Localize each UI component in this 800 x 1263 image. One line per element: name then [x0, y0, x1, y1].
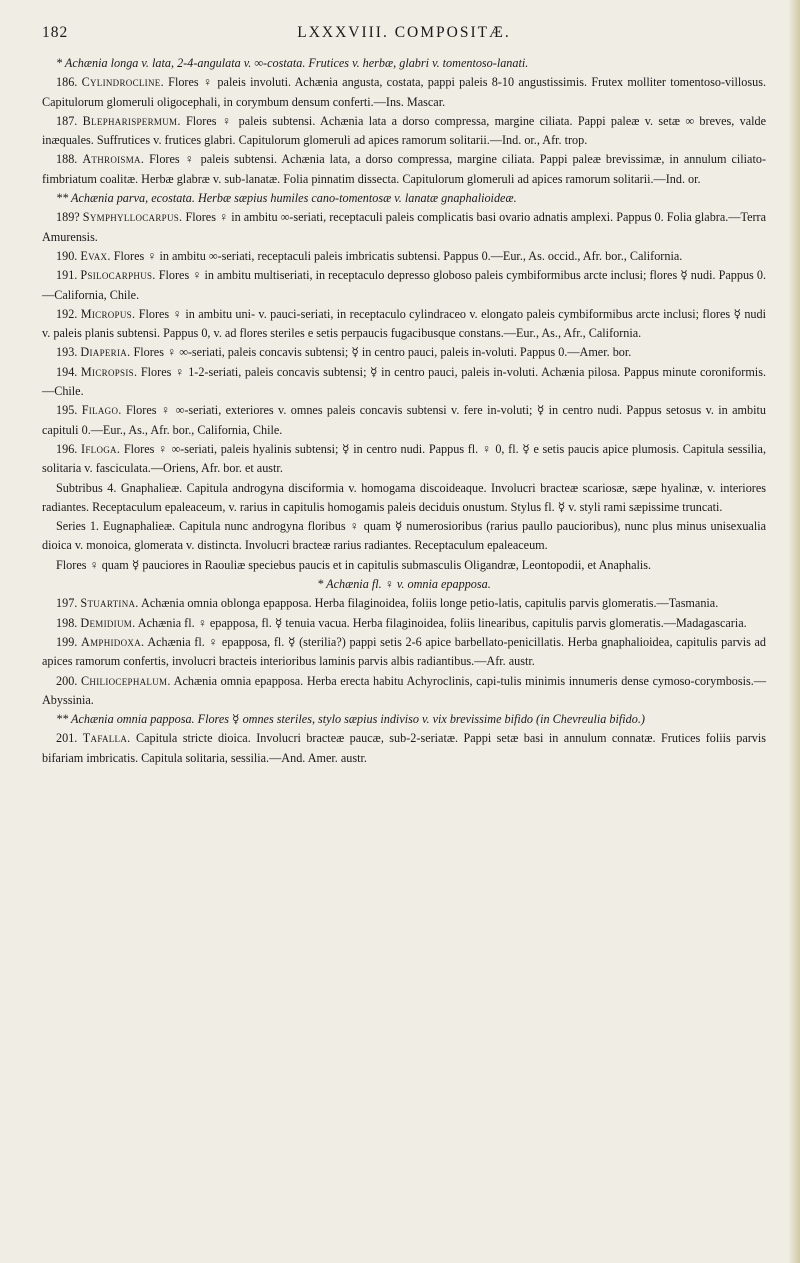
genus-entry — [42, 672, 766, 711]
genus-description: Achænia omnia epapposa. Herba erecta habitu Achyroclinis, capi-tulis minimis innumeris dense cymoso-corymbosis.—Abyssinia. — [42, 673, 767, 707]
series-paragraph — [42, 517, 766, 556]
group-heading-text: * Achænia longa v. lata, 2-4-angulata v. ∞-costata. Frutices v. herbæ, glabri v. tomentoso-lanati. — [56, 56, 529, 70]
genus-number: 198. — [56, 615, 78, 630]
paragraph-text: Flores ♀ quam ☿ pauciores in Raouliæ speciebus paucis et in capitulis submasculis Oligandræ, Leontopodii, et Anaphalis. — [56, 557, 652, 572]
genus-name: Ifloga. — [81, 441, 121, 456]
genus-entry — [42, 633, 766, 672]
genus-description: Achænia omnia oblonga epapposa. Herba filaginoidea, foliis longe petio-latis, capitulis parvis glomeratis.—Tasmania. — [141, 596, 719, 611]
genus-entry — [42, 594, 766, 613]
genus-entry — [42, 73, 766, 112]
group-heading — [42, 189, 766, 208]
genus-number: 191. — [56, 268, 78, 283]
page-body — [42, 54, 766, 768]
genus-entry — [42, 208, 766, 247]
genus-description: Flores ♀ in ambitu multiseriati, in receptaculo depresso globoso paleis cymbiformibus arcte inclusi; flores ☿ nudi. Pappus 0.—California, Chile. — [42, 268, 767, 302]
genus-number: 195. — [56, 403, 78, 418]
genus-description: Flores ♀ ∞-seriati, paleis concavis subtensi; ☿ in centro pauci, paleis in-voluti. Pappus 0.—Amer. bor. — [133, 345, 632, 360]
genus-name: Psilocarphus. — [80, 268, 156, 283]
genus-name: Chiliocephalum. — [81, 673, 171, 688]
running-head — [42, 24, 766, 42]
genus-name: Blepharispermum. — [82, 113, 181, 128]
genus-description: Achænia fl. ♀ epapposa, fl. ☿ tenuia vacua. Herba filaginoidea, foliis linearibus, capitulis parvis glomeratis.—Madagascaria. — [137, 615, 747, 630]
genus-entry — [42, 247, 766, 266]
group-heading-text: * Achænia fl. ♀ v. omnia epapposa. — [317, 577, 491, 592]
subtribus-paragraph — [42, 479, 766, 518]
genus-name: Demidium. — [80, 615, 136, 630]
genus-number: 189? — [56, 210, 80, 225]
group-heading-text: ** Achænia parva, ecostata. Herbæ sæpius humiles cano-tomentosæ v. lanatæ gnaphalioideæ. — [56, 191, 517, 206]
group-heading — [42, 710, 766, 729]
page-number: 182 — [42, 24, 69, 41]
section-title: LXXXVIII. COMPOSITÆ. — [297, 24, 511, 41]
genus-number: 193. — [56, 345, 78, 360]
genus-description: Flores ♀ paleis subtensi. Achænia lata, a dorso compressa, margine ciliata. Pappi paleæ brevissimæ, in annulum ciliato-fimbriatum coalitæ. Herbæ glabræ v. sub-lanatæ. Folia pinnatim dissecta. Capitulorum glomeruli ad apices ramorum solitarii.—Ind. or. — [42, 152, 767, 186]
genus-entry — [42, 266, 766, 305]
group-heading — [42, 54, 766, 73]
genus-name: Tafalla. — [82, 731, 131, 746]
genus-number: 188. — [56, 152, 78, 167]
genus-entry — [42, 614, 766, 633]
genus-number: 196. — [56, 441, 78, 456]
genus-entry — [42, 112, 766, 151]
genus-name: Micropsis. — [80, 364, 138, 379]
genus-number: 200. — [56, 673, 78, 688]
genus-description: Flores ♀ paleis involuti. Achænia angusta, costata, pappi paleis 8-10 angustissimis. Frutex molliter tomentoso-villosus. Capitulorum glomeruli oligocephali, in corymbum densum conferti.—Ins. Mascar. — [42, 75, 766, 109]
genus-name: Stuartina. — [80, 596, 139, 611]
genus-name: Cylindrocline. — [81, 75, 164, 90]
genus-entry — [42, 440, 766, 479]
genus-entry — [42, 150, 766, 189]
genus-entry — [42, 363, 766, 402]
genus-description: Flores ♀ ∞-seriati, exteriores v. omnes paleis concavis subtensi v. fere in-voluti; ☿ in centro nudi. Pappus setosus v. in ambitu capituli 0.—Eur., As., Afr. bor., California, Chile. — [42, 403, 766, 437]
genus-description: Flores ♀ in ambitu ∞-seriati, receptaculi paleis complicatis basi ovario adnatis amplexi. Pappus 0. Folia glabra.—Terra Amurensis. — [42, 210, 767, 244]
genus-number: 190. — [56, 248, 78, 263]
genus-name: Diaperia. — [80, 345, 131, 360]
genus-number: 201. — [56, 731, 78, 746]
genus-number: 194. — [56, 364, 78, 379]
text-paragraph — [42, 556, 766, 575]
genus-name: Amphidoxa. — [80, 634, 145, 649]
genus-description: Flores ♀ paleis subtensi. Achænia lata a dorso compressa, margine ciliata. Pappi paleæ v. setæ ∞ breves, valde inæquales. Suffrutices v. frutices glabri. Capitulorum glomeruli ad apices ramorum solitarii.—Ind. or., Afr. trop. — [42, 113, 767, 148]
genus-description: Capitula stricte dioica. Involucri bracteæ paucæ, sub-2-seriatæ. Pappi setæ basi in annulum connatæ. Frutices foliis parvis bifariam imbricatis. Capitula solitaria, sessilia.—And. Amer. austr. — [42, 731, 767, 765]
genus-name: Symphyllocarpus. — [82, 210, 183, 225]
genus-number: 192. — [56, 306, 78, 321]
genus-number: 187. — [56, 113, 78, 128]
genus-description: Flores ♀ in ambitu ∞-seriati, receptaculi paleis imbricatis subtensi. Pappus 0.—Eur., As. occid., Afr. bor., California. — [113, 248, 683, 263]
genus-entry — [42, 305, 766, 344]
genus-number: 186. — [56, 75, 78, 90]
genus-entry — [42, 343, 766, 362]
group-heading — [42, 575, 766, 594]
genus-description: Flores ♀ in ambitu uni- v. pauci-seriati, in receptaculo cylindraceo v. elongato paleis cymbiformibus arcte inclusi; flores ☿ nudi v. paleis planis subtensi. Pappus 0, v. ad flores steriles e setis perpaucis fugacibusque constans.—Eur., As., Afr., California. — [42, 306, 767, 341]
genus-name: Evax. — [80, 248, 111, 263]
genus-description: Flores ♀ 1-2-seriati, paleis concavis subtensi; ☿ in centro pauci, paleis in-voluti. Achænia pilosa. Pappus minute coroniformis.—Chile. — [42, 364, 766, 399]
genus-number: 197. — [56, 596, 78, 611]
group-heading-text: ** Achænia omnia papposa. Flores ☿ omnes steriles, stylo sæpius indiviso v. vix brevissime bifido (in Chevreulia bifido.) — [56, 712, 645, 727]
genus-entry — [42, 729, 766, 768]
genus-entry — [42, 401, 766, 440]
genus-name: Athroisma. — [82, 152, 145, 167]
genus-number: 199. — [56, 634, 78, 649]
genus-description: Achænia fl. ♀ epapposa, fl. ☿ (sterilia?) pappi setis 2-6 apice barbellato-penicillatis. Herba gnaphalioidea, capitulis parvis ad apices ramorum confertis, involucri bracteis interioribus laminis parvis albis radiantibus.—Afr. austr. — [42, 634, 767, 669]
genus-name: Micropus. — [80, 306, 136, 321]
genus-description: Flores ♀ ∞-seriati, paleis hyalinis subtensi; ☿ in centro nudi. Pappus fl. ♀ 0, fl. ☿ e setis paucis apice plumosis. Capitula sessilia, solitaria v. fasciculata.—Oriens, Afr. bor. et austr. — [42, 441, 766, 476]
subtribus-text: Subtribus 4. Gnaphalieæ. Capitula androgyna disciformia v. homogama discoideaque. Involucri bracteæ scariosæ, sæpe hyalinæ, v. interiores radiantes. Receptaculum epaleaceum, v. rarius in capitulis homogamis paleis deciduis onustum. Stylus fl. ☿ v. styli rami sæpissime truncati. — [42, 480, 766, 514]
series-text: Series 1. Eugnaphalieæ. Capitula nunc androgyna floribus ♀ quam ☿ numerosioribus (rarius paullo paucioribus), nunc plus minus unisexualia dioica v. monoica, glomerata v. distincta. Involucri bracteæ rarius radiantes. Receptaculum epaleaceum. — [42, 519, 766, 553]
genus-name: Filago. — [81, 403, 122, 418]
